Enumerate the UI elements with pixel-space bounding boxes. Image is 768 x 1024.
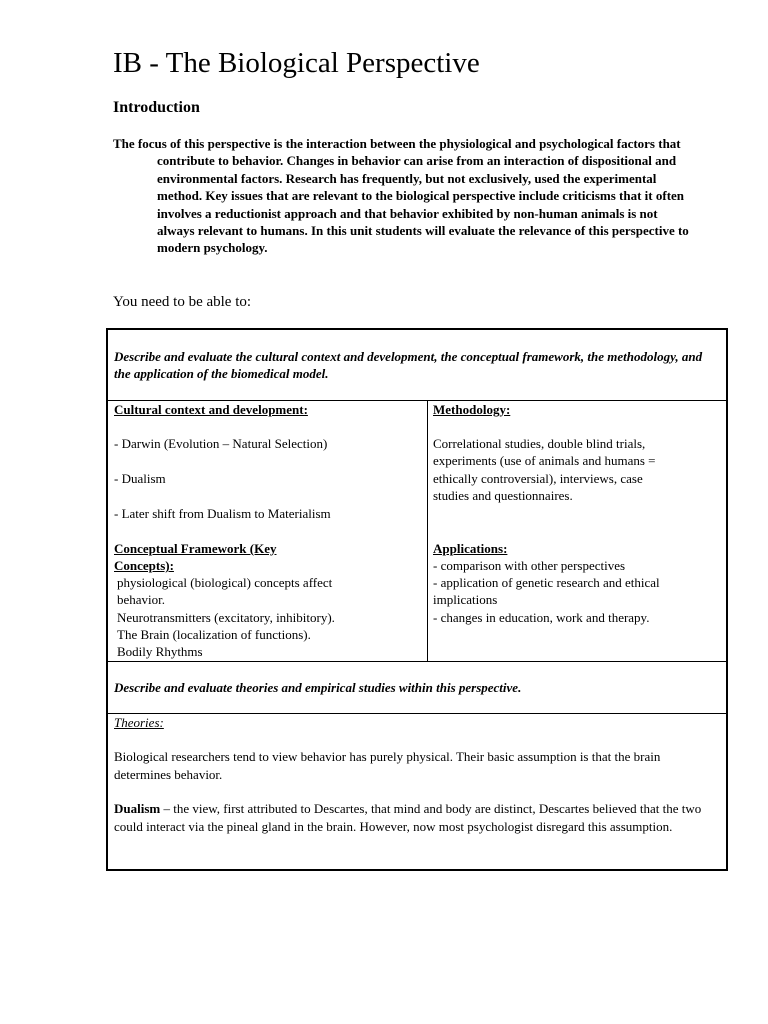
list-item: - Dualism (114, 471, 166, 486)
table-row (108, 400, 726, 662)
list-item: Neurotransmitters (excitatory, inhibitory). (117, 610, 335, 625)
list-item: - comparison with other perspectives (433, 558, 626, 573)
cultural-context-heading: Cultural context and development: (114, 402, 308, 417)
requirements-heading: You need to be able to: (113, 294, 252, 310)
requirements-table (106, 328, 728, 871)
list-item: physiological (biological) concepts affect behavior. (117, 575, 333, 608)
objective-2-text: Describe and evaluate theories and empirical studies within this perspective. (114, 680, 522, 695)
objective-1-text: Describe and evaluate the cultural context and development, the conceptual framework, the methodology, and the application of the biomedical model. (114, 349, 703, 382)
introduction-paragraph: The focus of this perspective is the interaction between the physiological and psychological factors that contribute to behavior. Changes in behavior can arise from an interaction of dispositional and environmental factors. Research has frequently, but not exclusively, used the experimental method. Key issues that are relevant to the biological perspective include criticisms that it often involves a reductionist approach and that behavior exhibited by non-human animals is not always relevant to humans. In this unit students will evaluate the relevance of this perspective to modern psychology. (113, 136, 689, 256)
theories-paragraph: Biological researchers tend to view behavior has purely physical. Their basic assumption is that the brain determines behavior. (114, 749, 661, 782)
list-item: - Later shift from Dualism to Materialism (114, 506, 331, 521)
theories-cell (114, 714, 718, 835)
list-item: Bodily Rhythms (117, 644, 203, 659)
dualism-paragraph (114, 800, 718, 835)
table-row (108, 330, 726, 401)
list-item: - Darwin (Evolution – Natural Selection) (114, 436, 328, 451)
introduction-heading: Introduction (113, 99, 200, 116)
dualism-definition: – the view, first attributed to Descartes, that mind and body are distinct, Descartes believed that the two could interact via the pineal gland in the brain. However, now most psychologist disregard this assumption. (114, 801, 702, 834)
methodology-heading: Methodology: (433, 402, 511, 417)
methodology-text: Correlational studies, double blind trials, experiments (use of animals and humans = ethically controversial), interviews, case studies and questionnaires. (433, 436, 656, 504)
theories-heading: Theories: (114, 715, 164, 730)
applications-heading: Applications: (433, 541, 508, 556)
dualism-term: Dualism (114, 801, 161, 817)
page-title: IB - The Biological Perspective (113, 47, 480, 79)
column-divider (427, 400, 428, 661)
table-row (108, 713, 726, 869)
conceptual-framework-heading: Conceptual Framework (Key Concepts): (114, 541, 277, 574)
list-item: - changes in education, work and therapy. (433, 610, 650, 625)
table-row (108, 661, 726, 714)
list-item: - application of genetic research and ethical implications (433, 575, 660, 608)
list-item: The Brain (localization of functions). (117, 627, 311, 642)
